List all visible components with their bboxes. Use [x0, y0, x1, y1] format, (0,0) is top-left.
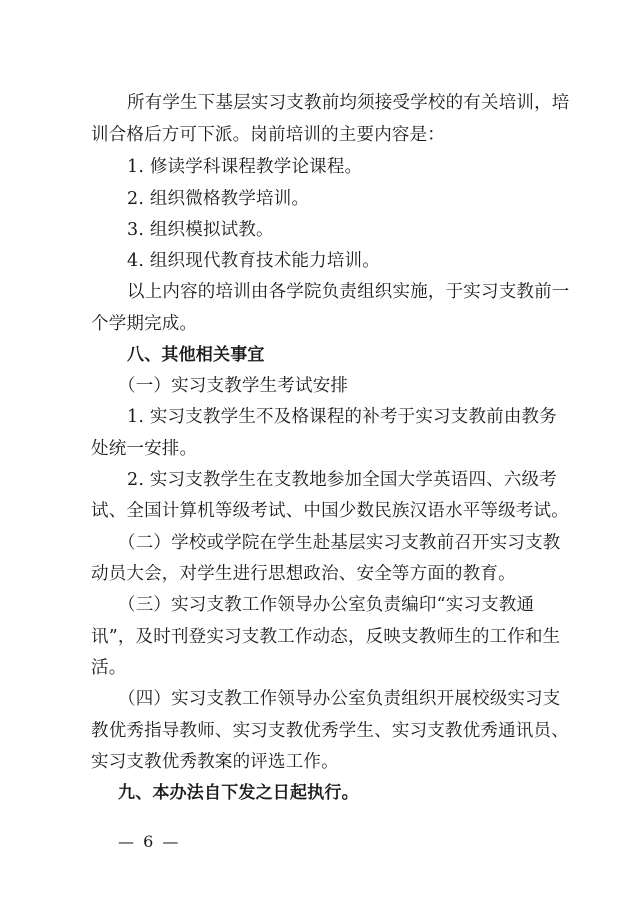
list-item: 2. 组织微格教学培训。 — [127, 189, 310, 209]
paragraph-line: 个学期完成。 — [91, 314, 198, 334]
page-number: — 6 — — [118, 832, 181, 851]
subsection-paragraph: （四）实习支教工作领导办公室负责组织开展校级实习支 — [118, 689, 561, 709]
paragraph-line: 实习支教优秀教案的评选工作。 — [91, 752, 339, 772]
list-item: 1. 修读学科课程教学论课程。 — [127, 157, 363, 177]
paragraph-line: 教优秀指导教师、实习支教优秀学生、实习支教优秀通讯员、 — [91, 721, 569, 741]
paragraph-line: 试、全国计算机等级考试、中国少数民族汉语水平等级考试。 — [91, 501, 569, 521]
paragraph-line: 以上内容的培训由各学院负责组织实施，于实习支教前一 — [127, 282, 570, 302]
paragraph-line: 处统一安排。 — [91, 439, 198, 459]
paragraph-line: 动员大会，对学生进行思想政治、安全等方面的教育。 — [91, 564, 516, 584]
paragraph-line: 活。 — [91, 658, 127, 678]
subsection-paragraph: （三）实习支教工作领导办公室负责编印“实习支教通 — [118, 595, 535, 615]
section-heading: 九、本办法自下发之日起执行。 — [118, 783, 359, 803]
subsection-paragraph: （二）学校或学院在学生赴基层实习支教前召开实习支教 — [118, 533, 561, 553]
section-heading: 八、其他相关事宜 — [127, 345, 265, 365]
list-item: 4. 组织现代教育技术能力培训。 — [127, 251, 380, 271]
paragraph-line: 所有学生下基层实习支教前均须接受学校的有关培训，培 — [127, 93, 570, 113]
list-item: 2. 实习支教学生在支教地参加全国大学英语四、六级考 — [127, 470, 557, 490]
paragraph-line: 讯”，及时刊登实习支教工作动态，反映支教师生的工作和生 — [91, 627, 561, 647]
list-item: 3. 组织模拟试教。 — [127, 220, 274, 240]
paragraph-line: 训合格后方可下派。岗前培训的主要内容是： — [91, 125, 445, 145]
subsection-heading: （一）实习支教学生考试安排 — [118, 376, 349, 396]
list-item: 1. 实习支教学生不及格课程的补考于实习支教前由教务 — [127, 407, 557, 427]
